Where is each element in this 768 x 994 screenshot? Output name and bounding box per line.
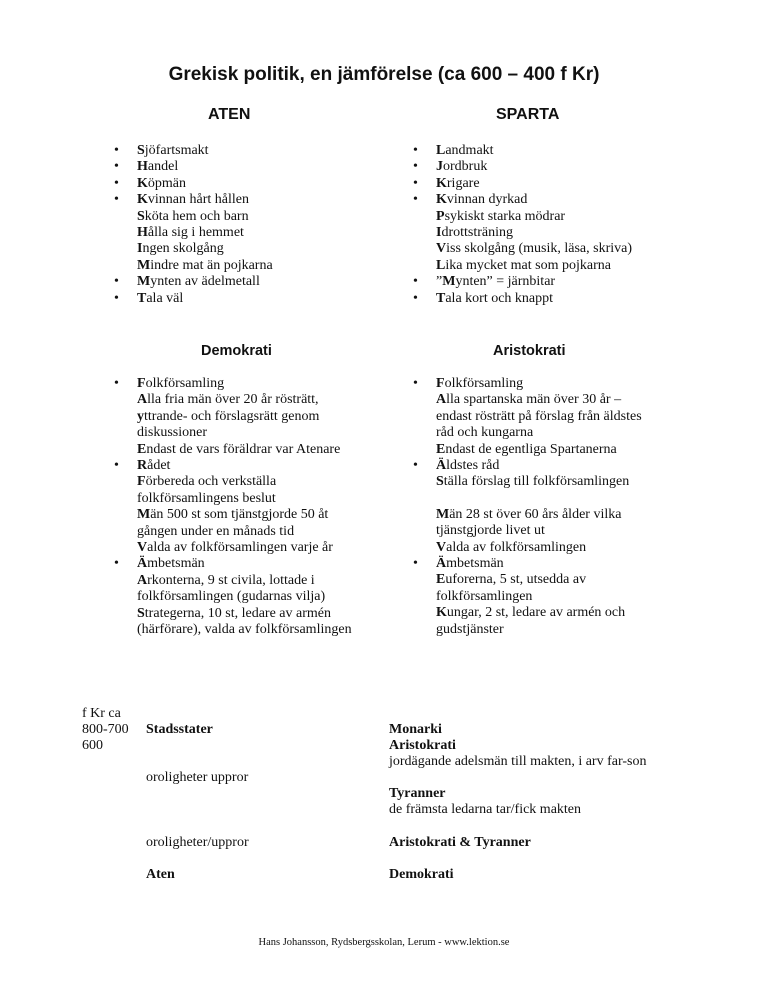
timeline-stadsstater: Stadsstater [146,722,213,737]
list-item-line [110,258,273,274]
line-text: ika mycket mat som pojkarna [445,257,611,273]
initial-letter: F [436,376,445,391]
list-item-text [137,573,315,589]
list-item-text [137,409,319,425]
line-text: ungar, 2 st, ledare av armén och [446,605,626,621]
list-item-line [110,540,352,556]
bullet-icon: • [114,458,119,474]
line-text: indre mat än pojkarna [150,257,273,273]
initial-letter: E [137,441,147,457]
bullet-icon [110,622,137,638]
line-text: ynten av ädelmetall [150,274,260,290]
bullet-icon [110,589,137,605]
list-item-line [409,143,632,159]
list-item-line [110,209,273,225]
bullet-icon [409,474,436,490]
list-item-text [436,589,532,605]
list-item-text [137,458,170,474]
list-item-line [409,523,642,539]
list-item-line [110,392,352,408]
list-item-line [409,159,632,175]
list-item-line [409,392,642,408]
timeline-aristokrati: Aristokrati [389,738,456,753]
list-item-text [137,540,333,556]
list-item-text [436,258,611,274]
list-item-line [409,622,642,638]
initial-letter: y [137,408,144,424]
initial-letter: K [436,192,447,208]
line-text: ngen skolgång [142,241,224,257]
timeline-monarki: Monarki [389,722,442,737]
initial-letter: T [137,290,147,306]
list-item-line [409,209,632,225]
timeline-fkr: f Kr ca [82,706,121,721]
initial-letter: Ä [436,556,447,572]
line-text: tjänstgjorde livet ut [436,523,545,539]
list-item-line [110,507,352,523]
bullet-icon [409,589,436,605]
line-text: olkförsamling [145,376,225,391]
bullet-icon [110,491,137,507]
list-item-line [409,258,632,274]
sparta-heading: SPARTA [496,106,560,123]
initial-letter: M [137,507,151,523]
line-text: ndast de vars föräldrar var Atenare [146,441,341,457]
list-item-text [137,622,352,638]
timeline-oroligheter-1: oroligheter uppror [146,770,249,785]
initial-letter: A [137,572,148,588]
list-item-line [409,176,632,192]
timeline-year-800-700: 800-700 [82,722,129,737]
line-text: jöfartsmakt [144,143,209,158]
initial-letter: S [137,208,145,224]
list-item-text [436,143,494,159]
list-item-text [137,143,209,159]
bullet-icon [110,258,137,274]
line-text: mbetsmän [446,556,504,572]
list-item-text [137,225,244,241]
list-item-text [137,192,249,208]
list-item-line [409,192,632,208]
aten-heading: ATEN [208,106,251,123]
bullet-icon [110,241,137,257]
line-text: ala väl [146,290,184,306]
line-text: andel [147,159,179,175]
initial-letter: M [436,506,450,522]
list-item-text [137,589,325,605]
aten-list [110,143,273,307]
list-item-line [110,176,273,192]
list-item-line [409,540,642,556]
bullet-icon [110,442,137,458]
list-item-line [110,589,352,605]
bullet-icon: • [413,175,418,191]
bullet-icon [110,540,137,556]
list-item-line [409,241,632,257]
bullet-icon: • [413,556,418,572]
line-text: alda av folkförsamlingen varje år [147,540,333,556]
bullet-icon: • [413,274,418,290]
line-text: vinnan dyrkad [446,192,528,208]
line-text: ordbruk [443,159,488,175]
bullet-icon: • [114,143,119,158]
list-item-line [110,425,352,441]
bullet-icon [409,425,436,441]
initial-letter: S [436,474,444,490]
initial-letter: V [436,539,447,555]
bullet-icon [409,409,436,425]
line-text: än 28 st över 60 års ålder vilka [449,506,622,522]
initial-letter: Ä [137,556,148,572]
list-item-line [409,409,642,425]
bullet-icon: • [114,376,119,391]
quote-mark: ” [436,274,443,290]
spacer [409,491,642,507]
list-item-line [409,458,642,474]
bullet-icon [409,523,436,539]
list-item-line [409,376,642,392]
line-text: än 500 st som tjänstgjorde 50 åt [150,507,329,523]
line-text: ynten” = järnbitar [455,274,556,290]
list-item-text [436,605,625,621]
list-item-text [436,376,523,392]
list-item-text [436,507,621,523]
list-item-line [110,241,273,257]
line-text: rkonterna, 9 st civila, lottade i [147,572,315,588]
list-item-line [110,442,352,458]
bullet-icon: • [114,274,119,290]
sparta-list [409,143,632,307]
line-text: råd och kungarna [436,425,534,441]
initial-letter: P [436,208,445,224]
list-item-line [409,605,642,621]
list-item-line [110,159,273,175]
list-item-text [137,491,276,507]
list-item-text [137,159,178,175]
bullet-icon: • [413,376,418,391]
list-item-line [110,291,273,307]
initial-letter: I [436,225,442,241]
list-item-line [110,524,352,540]
bullet-icon [409,572,436,588]
list-item-text [436,540,586,556]
initial-letter: L [436,257,446,273]
initial-letter: V [137,540,148,556]
list-item-line [110,376,352,392]
list-item-line [409,589,642,605]
bullet-icon [110,573,137,589]
bullet-icon [110,507,137,523]
list-item-text [436,291,553,307]
list-item-line [409,225,632,241]
page-title: Grekisk politik, en jämförelse (ca 600 – 400 f Kr) [168,64,600,85]
list-item-line [110,225,273,241]
list-item-line [409,474,642,490]
list-item-text [436,556,504,572]
list-item-line [110,143,273,159]
line-text: ttrande- och förslagsrätt genom [144,408,320,424]
line-text: diskussioner [137,425,207,441]
list-item-text [436,209,565,225]
initial-letter: H [137,225,148,241]
initial-letter: J [436,159,443,175]
bullet-icon [110,425,137,441]
list-item-line [409,556,642,572]
initial-letter: L [436,143,446,158]
list-item-line [409,572,642,588]
list-item-text [436,425,533,441]
line-text: ndast de egentliga Spartanerna [445,441,617,457]
list-item-text [436,572,586,588]
list-item-text [436,392,621,408]
list-item-text [137,606,331,622]
list-item-text [137,474,276,490]
line-text: köta hem och barn [144,208,249,224]
line-text: drottsträning [441,225,513,241]
aristokrati-list [409,376,642,638]
line-text: öpmän [147,175,186,191]
timeline-aten: Aten [146,867,175,882]
line-text: ldstes råd [446,458,500,474]
list-item-line [110,474,352,490]
initial-letter: I [137,241,143,257]
list-item-text [137,376,224,392]
bullet-icon [110,209,137,225]
initial-letter: F [137,376,146,391]
list-item-text [436,523,545,539]
initial-letter: T [436,290,446,306]
list-item-text [436,225,513,241]
bullet-icon [110,409,137,425]
line-text: folkförsamlingens beslut [137,490,276,506]
bullet-icon [110,225,137,241]
line-text: sykiskt starka mödrar [444,208,566,224]
initial-letter: K [137,192,148,208]
list-item-text [137,209,249,225]
bullet-icon: • [413,159,418,175]
list-item-line [110,192,273,208]
list-item-text [137,176,186,192]
list-item-text [137,507,328,523]
list-item-text [436,176,480,192]
list-item-line [110,556,352,572]
demokrati-heading: Demokrati [201,343,272,359]
list-item-line [110,622,352,638]
initial-letter: K [137,175,148,191]
footer-credit: Hans Johansson, Rydsbergsskolan, Lerum - www.lektion.se [258,937,510,948]
list-item-line [110,274,273,290]
bullet-icon [409,241,436,257]
line-text: lla fria män över 20 år rösträtt, [147,392,319,408]
aristokrati-heading: Aristokrati [493,343,566,359]
list-item-text [436,159,487,175]
bullet-icon [409,258,436,274]
line-text: lla spartanska män över 30 år – [446,392,622,408]
initial-letter: M [137,257,151,273]
initial-letter: H [137,159,148,175]
bullet-icon [409,442,436,458]
line-text: iss skolgång (musik, läsa, skriva) [446,241,632,257]
line-text: vinnan hårt hållen [147,192,249,208]
list-item-text [137,442,340,458]
list-item-text [436,241,632,257]
list-item-text [436,474,629,490]
list-item-text [137,556,205,572]
list-item-text [436,409,642,425]
line-text: rigare [446,175,480,191]
timeline-demokrati: Demokrati [389,867,454,882]
list-item-text [137,258,273,274]
bullet-icon [409,622,436,638]
initial-letter: V [436,241,447,257]
initial-letter: S [137,143,145,158]
initial-letter: E [436,441,446,457]
line-text: trategerna, 10 st, ledare av armén [144,605,331,621]
list-item-line [110,606,352,622]
line-text: alda av folkförsamlingen [446,539,587,555]
bullet-icon [110,606,137,622]
line-text: gudstjänster [436,621,504,637]
bullet-icon [409,507,436,523]
timeline-tyranner-desc: de främsta ledarna tar/fick makten [389,802,582,817]
list-item-text [436,622,504,638]
list-item-text [436,458,499,474]
timeline-aristokrati-desc: jordägande adelsmän till makten, i arv far-son [389,754,647,769]
initial-letter: R [137,458,148,474]
list-item-text [137,392,319,408]
line-text: uforerna, 5 st, utsedda av [445,572,587,588]
timeline-year-600: 600 [82,738,103,753]
line-text: ala kort och knappt [445,290,554,306]
bullet-icon [110,524,137,540]
initial-letter: A [436,392,447,408]
bullet-icon: • [114,290,119,306]
list-item-text [137,524,294,540]
list-item-text [137,425,207,441]
initial-letter: S [137,605,145,621]
line-text: mbetsmän [147,556,205,572]
list-item-text [436,192,527,208]
line-text: endast rösträtt på förslag från äldstes [436,408,642,424]
timeline-aristokrati-tyranner: Aristokrati & Tyranner [389,835,531,850]
list-item-line [409,425,642,441]
list-item-text [137,241,224,257]
bullet-icon: • [413,458,418,474]
list-item-line [110,409,352,425]
line-text: folkförsamlingen (gudarnas vilja) [137,589,326,605]
list-item-text [436,274,555,290]
initial-letter: F [137,474,146,490]
bullet-icon: • [114,556,119,572]
line-text: ådet [147,458,171,474]
list-item-line [409,291,632,307]
initial-letter: A [137,392,148,408]
bullet-icon [409,540,436,556]
list-item-text [436,442,617,458]
bullet-icon: • [114,175,119,191]
initial-letter: Ä [436,458,447,474]
list-item-line [409,442,642,458]
list-item-text [137,274,260,290]
bullet-icon [409,392,436,408]
initial-letter: M [442,274,456,290]
bullet-icon: • [413,290,418,306]
demokrati-list [110,376,352,639]
line-text: örbereda och verkställa [145,474,277,490]
initial-letter: K [436,605,447,621]
list-item-line [110,573,352,589]
initial-letter: M [137,274,151,290]
bullet-icon: • [114,159,119,175]
bullet-icon: • [413,143,418,158]
line-text: (härförare), valda av folkförsamlingen [137,622,352,638]
list-item-line [409,507,642,523]
bullet-icon [110,392,137,408]
list-item-text [137,291,183,307]
bullet-icon [409,225,436,241]
line-text: folkförsamlingen [436,588,533,604]
list-item-line [110,458,352,474]
line-text: tälla förslag till folkförsamlingen [443,474,630,490]
list-item-line [409,274,632,290]
line-text: ålla sig i hemmet [147,225,244,241]
list-item-line [110,491,352,507]
initial-letter: K [436,175,447,191]
bullet-icon: • [114,192,119,208]
initial-letter: E [436,572,446,588]
timeline-oroligheter-2: oroligheter/uppror [146,835,249,850]
bullet-icon [409,605,436,621]
bullet-icon [110,474,137,490]
bullet-icon: • [413,192,418,208]
line-text: gången under en månads tid [137,523,295,539]
line-text: andmakt [445,143,494,158]
timeline-tyranner: Tyranner [389,786,446,801]
line-text: olkförsamling [444,376,524,391]
bullet-icon [409,209,436,225]
